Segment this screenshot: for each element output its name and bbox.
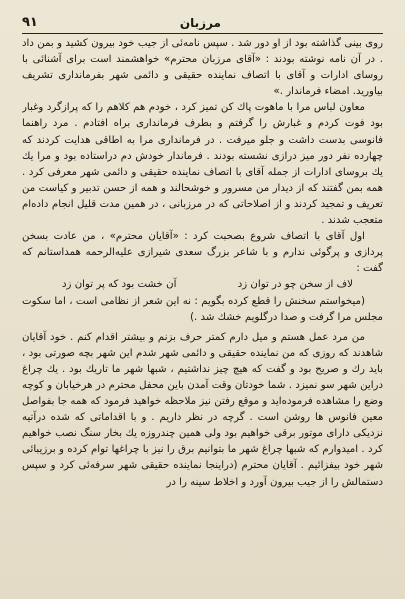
page-body: [22, 36, 383, 589]
poem-hemistich-right: لاف از سخن چو در توان زد: [237, 279, 353, 291]
paragraph-speech-start: اول آقای با اتصاف شروع‌ بصحبت کرد : «آقایان محترم» ، من عادت بسخن پردازی و پرگوئی ندارم و با شاعر بزرگ سعدی شیرازی علیه‌الرحمه همداستانم که گفت :: [22, 231, 383, 275]
page-number: ۹۱: [22, 15, 38, 30]
running-title: مرزبان: [179, 16, 221, 30]
paragraph-speech-body: من مرد عمل هستم و میل دارم کمتر حرف بزنم و بیشتر اقدام کنم . خود آقایان شاهدند که روزی که من نماینده حقیقی و دائمی شهر شدم این شهر بچه صورتی بود ، باید رك و صریح بود و گفت که هیچ چیز نداشتیم ، شبها شهر ما تاریك بود . یك چراغ دراین شهر سو نمیزد . شما خودتان وقت آمدن باین محفل محترم در هرخیابان و کوچه وضع را مشاهده فرموده‌اید و موقع رفتن نیز ملاحظه خواهید فرمود که همه جا بفواصل معین فانوس ها روشن است . گرچه در نظر داریم . و با اقداماتی که شده درآتیه نزدیکی دارای موتور برقی خواهیم بود ولی همین چندروزه یك بخار سنگ نصب خواهیم کرد . امیدوارم که شبها چراغ شهر ما بتوانیم برق را نیز با چراغها توام کرده و برزیبائی شهر خود بیفزائیم . آقایان محترم (دراینجا نماینده حقیقی شهر سرفه‌ئی کرد و سپس دستمالش را از جیب بیرون آورد و اخلاط سینه را در: [22, 331, 383, 488]
paragraph-governor-office: معاون لباس مرا با ماهوت پاك کن تمیز کرد ، خودم هم کلاهم را که پرازگرد وغبار بود فوت کردم و غبارش را گرفتم و بطرف فرمانداری براه افتادم . مرد راهنما فانوسی بدست داشت و جلو میرفت . در فرمانداری مرا به اطاقی هدایت کردند که چهارده نفر دور میز درازی نشسته بودند . فرماندار خودش دم دراستاده بود و مرا یك یك بروسای ادارات از جمله آقای با اتصاف نماینده حقیقی و دائمی شهر معرفی کرد . همه بمن گفتند که از دیدار من مسرور و خوشحالند و همه از حسن تدبیر و کیاست من تعریف و تمجید کردند و از اصلاحاتی که در مرزبانی ، در همین مدت قلیل انجام داده‌ام متعجب شدند .: [22, 102, 383, 227]
paragraph-aside: (میخواستم سخنش را قطع کرده بگویم : نه این شعر از نظامی است ، اما سکوت مجلس مرا گرفت و صدا درگلویم خشك شد .): [22, 295, 383, 323]
paragraph-letter: روی بینی گذاشته بود از او دور شد . سپس نامه‌ئی از جیب خود بیرون کشید و بمن داد . در آن نامه نوشته بودند : «آقای مرزبان محترم» خواهشمند است برای آشنائی با روسای ادارات و آقای با اتصاف نماینده حقیقی و دائمی شهر بفرمانداری تشریف بیاورید. امضاء فرماندار .»: [22, 38, 383, 98]
poem-verse: [22, 277, 383, 293]
page-header: [22, 12, 383, 34]
poem-hemistich-left: آن خشت بود که پر توان زد: [62, 279, 177, 291]
